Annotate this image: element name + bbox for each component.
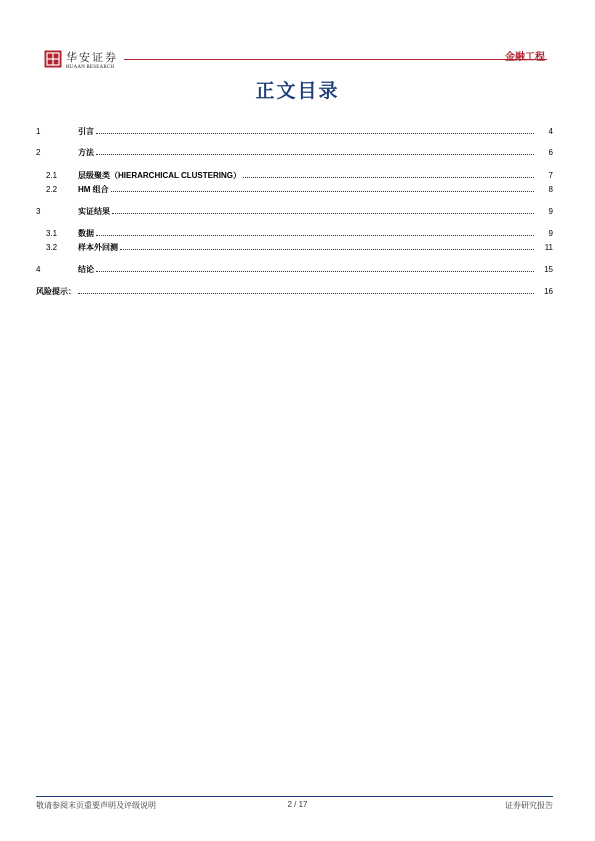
toc-entry-page: 8 — [548, 185, 553, 194]
footer-disclaimer: 敬请参阅末页重要声明及评级说明 — [36, 801, 156, 810]
page-header — [36, 47, 547, 77]
toc-entry-label: 结论 — [78, 265, 94, 274]
toc-entry-number: 2 — [36, 148, 41, 157]
toc-entry-number: 3.1 — [46, 229, 58, 238]
toc-entry[interactable] — [36, 228, 553, 240]
toc-leader-dots — [96, 154, 534, 155]
toc-entry-label: 层级聚类（HIERARCHICAL CLUSTERING） — [78, 171, 241, 180]
header-divider — [124, 59, 547, 60]
toc-entry-number: 3 — [36, 207, 41, 216]
toc-leader-dots — [96, 235, 534, 236]
toc-entry-page: 9 — [548, 229, 553, 238]
toc-leader-dots — [120, 249, 534, 250]
toc-leader-dots — [78, 293, 534, 294]
toc-entry-page: 7 — [548, 171, 553, 180]
toc-entry-page: 6 — [548, 148, 553, 157]
toc-entry[interactable] — [36, 184, 553, 196]
toc-entry[interactable] — [36, 206, 553, 218]
toc-entry-number: 3.2 — [46, 243, 58, 252]
toc-entry-page: 4 — [548, 127, 553, 136]
section-label: 金融工程 — [505, 52, 545, 63]
toc-entry-page: 11 — [544, 243, 553, 252]
toc-entry-label: 样本外回测 — [78, 243, 118, 252]
toc-leader-dots — [111, 191, 534, 192]
toc-leader-dots — [112, 213, 534, 214]
toc-entry[interactable] — [36, 126, 553, 138]
toc-entry-label: 风险提示： — [36, 287, 76, 296]
logo-text-en: HUAAN RESEARCH — [66, 65, 115, 70]
toc-entry-page: 16 — [544, 287, 553, 296]
toc-entry-page: 9 — [548, 207, 553, 216]
toc-entry-number: 2.1 — [46, 171, 58, 180]
toc-entry[interactable] — [36, 242, 553, 254]
toc-leader-dots — [243, 177, 534, 178]
toc-entry[interactable] — [36, 264, 553, 276]
toc-leader-dots — [96, 133, 534, 134]
toc-entry-number: 2.2 — [46, 185, 58, 194]
huaan-logo-icon — [44, 50, 62, 68]
toc-entry-number: 1 — [36, 127, 41, 136]
toc-entry-page: 15 — [544, 265, 553, 274]
footer-report-type: 证券研究报告 — [505, 801, 553, 810]
toc-entry[interactable] — [36, 147, 553, 159]
page-number: 2 / 17 — [287, 800, 308, 809]
toc-entry-label: HM 组合 — [78, 185, 109, 194]
toc-entry-label: 实证结果 — [78, 207, 110, 216]
page-title: 正文目录 — [255, 80, 340, 102]
toc-entry-number: 4 — [36, 265, 41, 274]
logo-text-zh: 华安证券 — [66, 51, 118, 64]
toc-entry-label: 引言 — [78, 127, 94, 136]
toc-leader-dots — [96, 271, 534, 272]
footer-divider — [36, 796, 553, 797]
toc-entry-label: 数据 — [78, 229, 94, 238]
toc-entry[interactable] — [36, 170, 553, 182]
toc-entry-label: 方法 — [78, 148, 94, 157]
toc-entry[interactable] — [36, 286, 553, 298]
